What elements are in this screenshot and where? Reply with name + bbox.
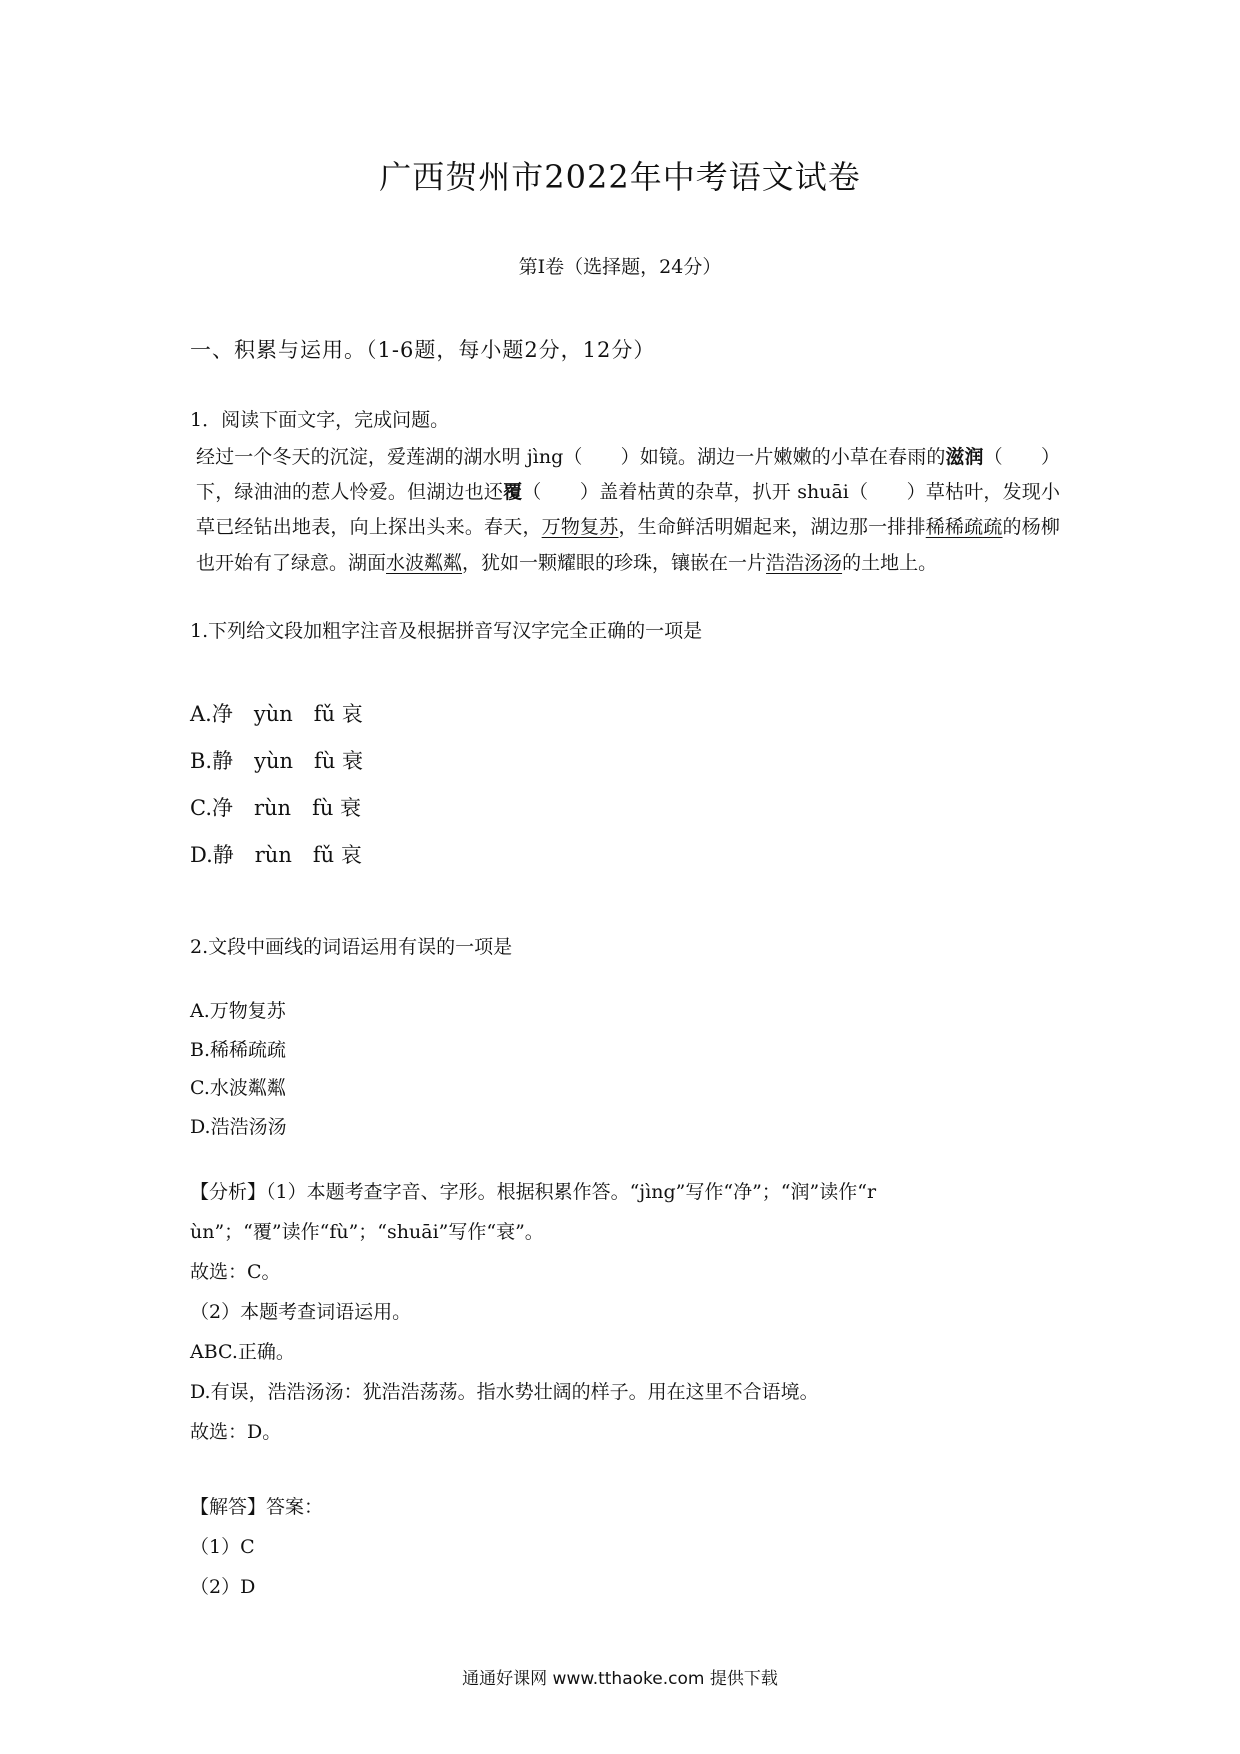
- footer-watermark: 通通好课网 www.tthaoke.com 提供下载: [462, 1669, 778, 1689]
- option-d: D.静 rùn fǔ 哀: [190, 843, 362, 867]
- analysis-line: 【分析】（1）本题考查字音、字形。根据积累作答。“jìng”写作“净”；“润”读作“r: [190, 1181, 877, 1203]
- question-1-stem: 1.下列给文段加粗字注音及根据拼音写汉字完全正确的一项是: [190, 620, 703, 642]
- underlined-word-1: 万物复苏: [541, 516, 619, 539]
- section-heading: 一、积累与运用。（1-6题，每小题2分，12分）: [190, 338, 656, 362]
- option-a: A.净 yùn fǔ 哀: [190, 702, 363, 726]
- passage-text: 的杨柳也开始有了绿意。湖面: [196, 516, 1060, 574]
- analysis-line: 故选：C。: [190, 1261, 281, 1283]
- question-1-options: [190, 696, 363, 884]
- option-b: B.静 yùn fù 衰: [190, 749, 363, 773]
- option-b: B.稀稀疏疏: [190, 1038, 287, 1061]
- analysis-line: D.有误，浩浩汤汤：犹浩浩荡荡。指水势壮阔的样子。用在这里不合语境。: [190, 1381, 819, 1403]
- analysis-line: 故选：D。: [190, 1421, 282, 1443]
- page-title: 广西贺州市2022年中考语文试卷: [379, 158, 861, 196]
- question-intro: 1．阅读下面文字，完成问题。: [190, 409, 450, 431]
- option-a: A.万物复苏: [190, 1000, 286, 1022]
- analysis-line: （2）本题考查词语运用。: [190, 1301, 412, 1323]
- option-c: C.水波粼粼: [190, 1077, 286, 1099]
- answer-heading: 【解答】答案：: [190, 1496, 324, 1518]
- analysis-line: ABC.正确。: [190, 1341, 295, 1363]
- answer-block: [190, 1487, 323, 1607]
- passage-text: 经过一个冬天的沉淀，爱莲湖的湖水明 jìng（ ）如镜。湖边一片嫩嫩的小草在春雨的: [196, 446, 946, 468]
- passage-text: （ ）盖着枯黄的杂草，扒开 shuāi（ ）草枯叶，发现小草已经钻出地表，向上探出头来。春天，: [196, 481, 1060, 539]
- passage-text: ，生命鲜活明媚起来，湖边那一排排: [618, 516, 926, 539]
- underlined-word-2: 稀稀疏疏: [925, 516, 1003, 539]
- answer-1: （1）C: [190, 1536, 255, 1558]
- underlined-word-4: 浩浩汤汤: [766, 551, 843, 574]
- passage-text: 的土地上。: [842, 551, 938, 574]
- answer-2: （2）D: [190, 1576, 256, 1598]
- question-2-stem: 2.文段中画线的词语运用有误的一项是: [190, 936, 513, 958]
- passage-text: （ ）下，绿油油的惹人怜爱。但湖边也还: [196, 446, 1060, 504]
- bold-word-zirun: 滋润: [945, 446, 984, 468]
- option-c: C.净 rùn fù 衰: [190, 796, 362, 820]
- option-d: D.浩浩汤汤: [190, 1115, 287, 1138]
- paper-subtitle: 第I卷（选择题，24分）: [518, 256, 722, 278]
- question-2-options: [190, 996, 287, 1150]
- analysis-line: ùn”；“覆”读作“fù”；“shuāi”写作“衰”。: [190, 1221, 544, 1243]
- underlined-word-3: 水波粼粼: [386, 551, 463, 574]
- passage-text: ，犹如一颗耀眼的珍珠，镶嵌在一片: [462, 551, 767, 574]
- bold-word-fu: 覆: [503, 481, 523, 504]
- reading-passage: [190, 440, 1060, 581]
- analysis-block: [190, 1172, 1060, 1452]
